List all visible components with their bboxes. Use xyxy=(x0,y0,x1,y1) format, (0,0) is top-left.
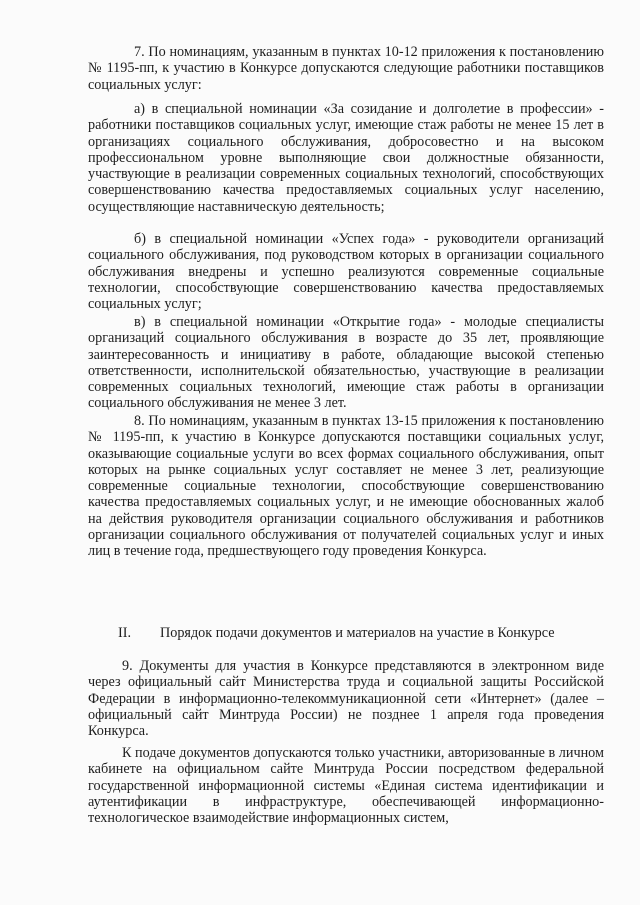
paragraph-7c: в) в специальной номинации «Открытие года» - молодые специалисты организаций социального обслуживания в возрасте до 35 лет, проявляющие заинтересованность и инициативу в работе, обладающие высокой степенью ответственности, исполнительской обязательностью, участвующие в реализации современных социальных технологий, имеющие стаж работы в организации социального обслуживания не менее 3 лет. xyxy=(88,314,604,412)
section-title: Порядок подачи документов и материалов на участие в Конкурсе xyxy=(160,625,555,641)
paragraph-9: 9. Документы для участия в Конкурсе представляются в электронном виде через официальный сайт Министерства труда и социальной защиты Российской Федерации в информационно-телекоммуникационной сети «Интернет» (далее – официальный сайт Минтруда России) не позднее 1 апреля года проведения Конкурса. xyxy=(88,658,604,740)
section-heading xyxy=(118,625,555,642)
section-number: II. xyxy=(118,625,131,641)
paragraph-7a: а) в специальной номинации «За созидание и долголетие в профессии» - работники поставщиков социальных услуг, имеющие стаж работы не менее 15 лет в организациях социального обслуживания, добросовестно и на высоком профессиональном уровне выполняющие свои должностные обязанности, участвующие в реализации современных социальных технологий, способствующих совершенствованию качества предоставляемых социальных услуг населению, осуществляющие наставническую деятельность; xyxy=(88,101,604,215)
paragraph-9-continued: К подаче документов допускаются только участники, авторизованные в личном кабинете на официальном сайте Минтруда России посредством федеральной государственной информационной системы «Единая система идентификации и аутентификации в инфраструктуре, обеспечивающей информационно-технологическое взаимодействие информационных систем, xyxy=(88,745,604,827)
paragraph-8: 8. По номинациям, указанным в пунктах 13-15 приложения к постановлению № 1195-пп, к участию в Конкурсе допускаются поставщики социальных услуг, оказывающие социальные услуги во всех формах социального обслуживания, опыт которых на рынке социальных услуг составляет не менее 3 лет, реализующие современные социальные технологии, способствующие совершенствованию качества предоставляемых социальных услуг, и не имеющие обоснованных жалоб на действия руководителя организации социального обслуживания и работников организации социального обслуживания от получателей социальных услуг и иных лиц в течение года, предшествующего году проведения Конкурса. xyxy=(88,413,604,560)
paragraph-7b: б) в специальной номинации «Успех года» - руководители организаций социального обслуживания, под руководством которых в организации социального обслуживания внедрены и успешно реализуются современные социальные технологии, способствующие совершенствованию качества предоставляемых социальных услуг; xyxy=(88,231,604,313)
paragraph-7: 7. По номинациям, указанным в пунктах 10-12 приложения к постановлению № 1195-пп, к участию в Конкурсе допускаются следующие работники поставщиков социальных услуг: xyxy=(88,44,604,93)
